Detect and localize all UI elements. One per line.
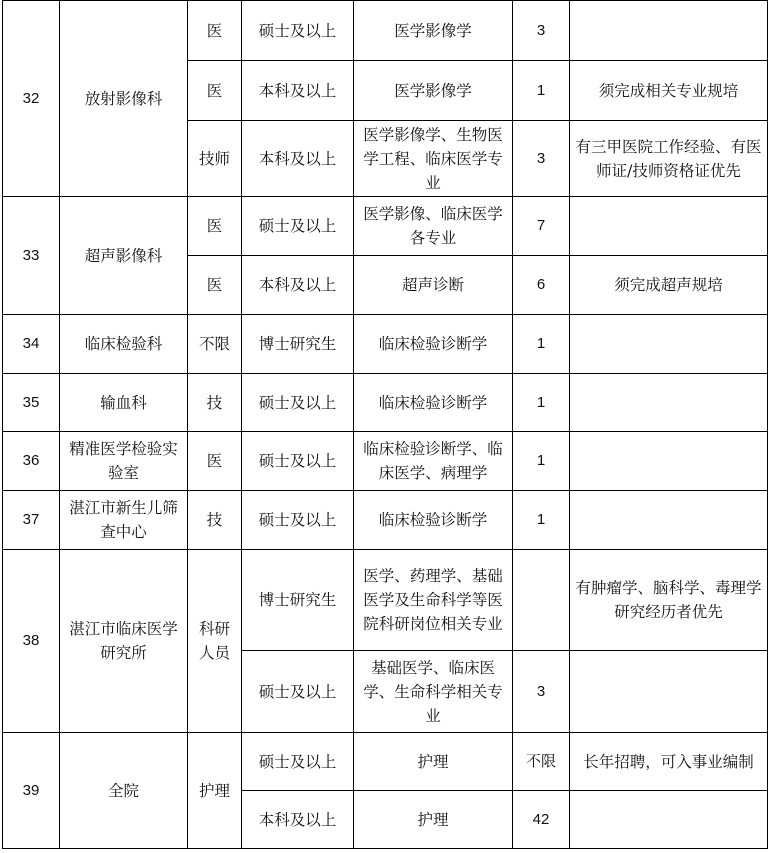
note-cell xyxy=(570,1,768,61)
position-type-cell: 不限 xyxy=(188,315,242,374)
department-cell: 放射影像科 xyxy=(60,1,188,197)
department-cell: 临床检验科 xyxy=(60,315,188,374)
position-type-cell: 护理 xyxy=(188,733,242,849)
count-cell: 1 xyxy=(513,61,570,121)
major-cell: 临床检验诊断学、临床医学、病理学 xyxy=(354,432,513,491)
major-cell: 临床检验诊断学 xyxy=(354,374,513,432)
department-cell: 输血科 xyxy=(60,374,188,432)
note-cell xyxy=(570,374,768,432)
education-cell: 硕士及以上 xyxy=(242,374,354,432)
count-cell: 1 xyxy=(513,374,570,432)
note-cell: 须完成相关专业规培 xyxy=(570,61,768,121)
education-cell: 硕士及以上 xyxy=(242,491,354,550)
department-cell: 全院 xyxy=(60,733,188,849)
row-number: 38 xyxy=(3,550,60,733)
position-type-cell: 医 xyxy=(188,432,242,491)
education-cell: 硕士及以上 xyxy=(242,733,354,791)
note-cell xyxy=(570,791,768,849)
major-cell: 超声诊断 xyxy=(354,256,513,315)
education-cell: 硕士及以上 xyxy=(242,651,354,733)
position-type-cell: 技 xyxy=(188,374,242,432)
education-cell: 硕士及以上 xyxy=(242,197,354,256)
count-cell: 不限 xyxy=(513,733,570,791)
count-cell: 3 xyxy=(513,1,570,61)
table-row xyxy=(3,432,768,491)
education-cell: 本科及以上 xyxy=(242,61,354,121)
row-number: 32 xyxy=(3,1,60,197)
major-cell: 护理 xyxy=(354,733,513,791)
table-row xyxy=(3,550,768,651)
major-cell: 医学、药理学、基础医学及生命科学等医院科研岗位相关专业 xyxy=(354,550,513,651)
position-type-cell: 医 xyxy=(188,256,242,315)
table-row xyxy=(3,197,768,256)
education-cell: 博士研究生 xyxy=(242,550,354,651)
department-cell: 湛江市新生儿筛查中心 xyxy=(60,491,188,550)
department-cell: 湛江市临床医学研究所 xyxy=(60,550,188,733)
position-type-cell: 科研人员 xyxy=(188,550,242,733)
education-cell: 硕士及以上 xyxy=(242,432,354,491)
position-type-cell: 医 xyxy=(188,1,242,61)
row-number: 36 xyxy=(3,432,60,491)
note-cell: 有肿瘤学、脑科学、毒理学研究经历者优先 xyxy=(570,550,768,651)
table-row xyxy=(3,315,768,374)
major-cell: 医学影像学 xyxy=(354,1,513,61)
major-cell: 医学影像学 xyxy=(354,61,513,121)
department-cell: 精准医学检验实验室 xyxy=(60,432,188,491)
major-cell: 医学影像、临床医学各专业 xyxy=(354,197,513,256)
table-row xyxy=(3,1,768,61)
row-number: 39 xyxy=(3,733,60,849)
count-cell: 1 xyxy=(513,315,570,374)
note-cell xyxy=(570,315,768,374)
education-cell: 本科及以上 xyxy=(242,791,354,849)
count-cell: 7 xyxy=(513,197,570,256)
table-row xyxy=(3,491,768,550)
row-number: 34 xyxy=(3,315,60,374)
major-cell: 医学影像学、生物医学工程、临床医学专业 xyxy=(354,121,513,197)
position-type-cell: 技 xyxy=(188,491,242,550)
note-cell: 须完成超声规培 xyxy=(570,256,768,315)
count-cell: 1 xyxy=(513,491,570,550)
count-cell: 42 xyxy=(513,791,570,849)
count-cell: 6 xyxy=(513,256,570,315)
recruitment-table xyxy=(2,0,768,849)
department-cell: 超声影像科 xyxy=(60,197,188,315)
major-cell: 临床检验诊断学 xyxy=(354,315,513,374)
count-cell: 3 xyxy=(513,121,570,197)
table-row xyxy=(3,733,768,791)
education-cell: 本科及以上 xyxy=(242,121,354,197)
table-row xyxy=(3,374,768,432)
major-cell: 护理 xyxy=(354,791,513,849)
major-cell: 临床检验诊断学 xyxy=(354,491,513,550)
note-cell xyxy=(570,197,768,256)
row-number: 33 xyxy=(3,197,60,315)
education-cell: 本科及以上 xyxy=(242,256,354,315)
note-cell xyxy=(570,432,768,491)
note-cell: 长年招聘，可入事业编制 xyxy=(570,733,768,791)
count-cell xyxy=(513,550,570,651)
position-type-cell: 医 xyxy=(188,197,242,256)
row-number: 35 xyxy=(3,374,60,432)
count-cell: 1 xyxy=(513,432,570,491)
count-cell: 3 xyxy=(513,651,570,733)
position-type-cell: 技师 xyxy=(188,121,242,197)
education-cell: 博士研究生 xyxy=(242,315,354,374)
major-cell: 基础医学、临床医学、生命科学相关专业 xyxy=(354,651,513,733)
position-type-cell: 医 xyxy=(188,61,242,121)
row-number: 37 xyxy=(3,491,60,550)
note-cell xyxy=(570,651,768,733)
note-cell: 有三甲医院工作经验、有医师证/技师资格证优先 xyxy=(570,121,768,197)
education-cell: 硕士及以上 xyxy=(242,1,354,61)
note-cell xyxy=(570,491,768,550)
